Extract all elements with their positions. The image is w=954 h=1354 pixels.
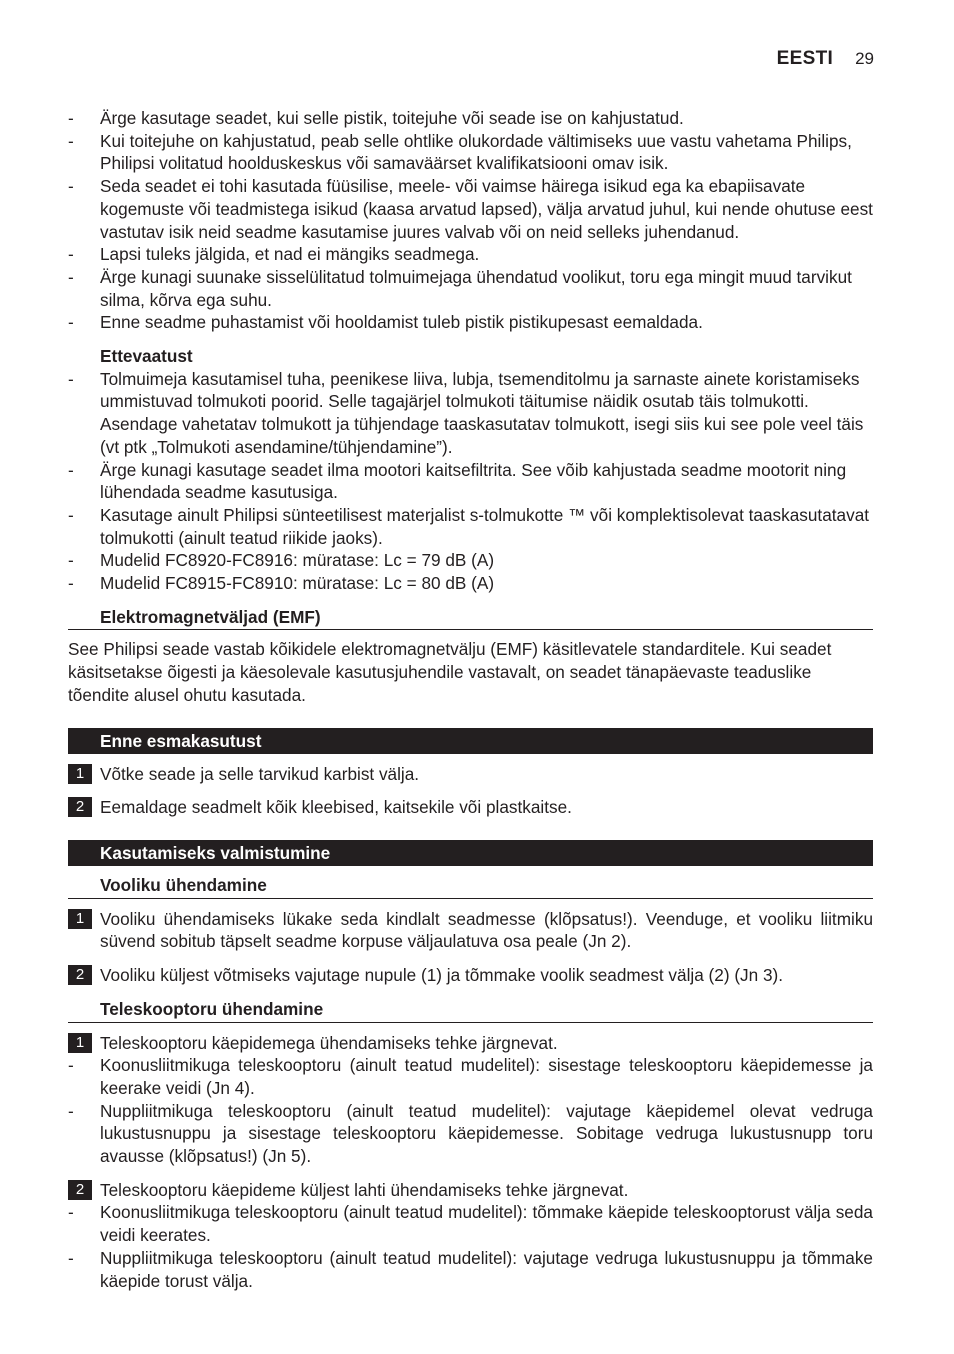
- step-text: Vooliku ühendamiseks lükake seda kindlalt seadmesse (klõpsatus!). Veenduge, et vooliku liitmiku süvend sobitub täpselt seadme korpuse väljaulatuva osa peale (Jn 2).: [100, 908, 873, 952]
- list-item: [68, 1054, 873, 1099]
- page-header: [777, 48, 874, 70]
- step-item: [68, 796, 873, 819]
- step-item: [68, 1032, 873, 1055]
- step-item: [68, 1179, 873, 1202]
- list-item-text: Ärge kunagi suunake sisselülitatud tolmuimejaga ühendatud voolikut, toru ega mingit muud tarvikut silma, kõrva ega suhu.: [100, 266, 852, 310]
- list-item-text: Koonusliitmikuga teleskooptoru (ainult teatud mudelitel): sisestage teleskooptoru käepidemesse ja keerake veidi (Jn 4).: [100, 1055, 873, 1098]
- list-item-text: Tolmuimeja kasutamisel tuha, peenikese liiva, lubja, tsemenditolmu ja sarnaste ainete koristamiseks ummistuvad tolmukoti poorid. Selle tagajärjel tolmukoti täitumise näidik osutab täis tolmukotti. Asendage vahetatav tolmukott ja tühjendage taaskasutatav tolmukott, isegi siis kui see pole veel täis (vt ptk „Tolmukoti asendamine/tühjendamine”).: [100, 368, 864, 457]
- list-item: [68, 572, 873, 595]
- warnings-list: [68, 107, 873, 334]
- list-item: [68, 243, 873, 266]
- caution-heading: Ettevaatust: [100, 346, 193, 367]
- page-content: [68, 107, 873, 1292]
- bullet-dash: -: [68, 550, 74, 571]
- list-item: [68, 549, 873, 572]
- bullet-dash: -: [68, 244, 74, 265]
- list-item-text: Mudelid FC8915-FC8910: müratase: Lc = 80 dB (A): [100, 573, 495, 594]
- list-item-text: Nuppliitmikuga teleskooptoru (ainult teatud mudelitel): vajutage käepidemel olevat vedruga lukustusnuppu ja sisestage teleskooptoru käepidemesse. Sobitage vedruga lukustusnupp toru avausse (klõpsatus!) (Jn 5).: [100, 1100, 873, 1167]
- hose-heading: Vooliku ühendamine: [68, 874, 873, 899]
- list-item-text: Kasutage ainult Philipsi sünteetilisest materjalist s-tolmukotte ™ või komplektisolevat taaskasutatavat tolmukotti (ainult teatud riikide jaoks).: [100, 504, 870, 548]
- list-item-text: Ärge kunagi kasutage seadet ilma mootori kaitsefiltrita. See võib kahjustada seadme mootorit ning lühendada seadme kasutusiga.: [100, 459, 847, 503]
- bullet-dash: -: [68, 130, 74, 151]
- step-number: 2: [68, 965, 92, 985]
- bullet-dash: -: [68, 1202, 74, 1223]
- list-item-text: Lapsi tuleks jälgida, et nad ei mängiks seadmega.: [100, 244, 480, 265]
- step-number: 1: [68, 909, 92, 929]
- list-item: [68, 175, 873, 243]
- bullet-dash: -: [68, 312, 74, 333]
- step-text: Vooliku küljest võtmiseks vajutage nupule (1) ja tõmmake voolik seadmest välja (2) (Jn 3).: [100, 965, 784, 986]
- list-item-text: Enne seadme puhastamist või hooldamist tuleb pistik pistikupesast eemaldada.: [100, 312, 703, 333]
- step-text: Teleskooptoru käepideme küljest lahti ühendamiseks tehke järgnevat.: [100, 1179, 629, 1200]
- step-number: 1: [68, 764, 92, 784]
- bullet-dash: -: [68, 459, 74, 480]
- list-item: [68, 459, 873, 504]
- step-item: [68, 763, 873, 786]
- emf-paragraph: See Philipsi seade vastab kõikidele elektromagnetvälju (EMF) käsitlevatele standarditele. Kui seadet käsitsetakse õigesti ja käesolevale kasutusjuhendile vastavalt, on seadet tänapäevaste teaduslike tõendite alusel ohutu kasutada.: [68, 639, 832, 705]
- list-item: [68, 311, 873, 334]
- bullet-dash: -: [68, 1247, 74, 1268]
- step-item: [68, 964, 873, 987]
- bullet-dash: -: [68, 1100, 74, 1121]
- step-number: 2: [68, 1180, 92, 1200]
- step-text: Eemaldage seadmelt kõik kleebised, kaitsekile või plastkaitse.: [100, 797, 572, 818]
- list-item-text: Koonusliitmikuga teleskooptoru (ainult teatud mudelitel): tõmmake käepide teleskooptorust välja seda veidi keerates.: [100, 1202, 873, 1246]
- section-bar-first-use: Enne esmakasutust: [68, 728, 873, 754]
- list-item: [68, 107, 873, 130]
- bullet-dash: -: [68, 573, 74, 594]
- list-item: [68, 1201, 873, 1246]
- caution-list: [68, 368, 873, 595]
- step-number: 1: [68, 1033, 92, 1053]
- list-item-text: Ärge kasutage seadet, kui selle pistik, toitejuhe või seade ise on kahjustatud.: [100, 108, 684, 128]
- bullet-dash: -: [68, 1055, 74, 1076]
- language-label: EESTI: [776, 48, 834, 69]
- bullet-dash: -: [68, 266, 74, 287]
- step-item: [68, 908, 873, 953]
- list-item: [68, 130, 873, 175]
- list-item-text: Kui toitejuhe on kahjustatud, peab selle ohtlike olukordade vältimiseks uue vastu vahetama Philips, Philipsi volitatud hoolduskeskus või samaväärset kvalifikatsiooni omav isik.: [100, 130, 852, 174]
- list-item: [68, 266, 873, 311]
- section-bar-preparing: Kasutamiseks valmistumine: [68, 840, 873, 866]
- list-item: [68, 1247, 873, 1292]
- page-number: 29: [855, 49, 874, 68]
- list-item: [68, 368, 873, 459]
- bullet-dash: -: [68, 504, 74, 525]
- bullet-dash: -: [68, 108, 74, 128]
- list-item-text: Seda seadet ei tohi kasutada füüsilise, meele- või vaimse häirega isikud ega ka ebapiisavate kogemuste või teadmistega isikud (kaasa arvatud lapsed), välja arvatud juhul, kui nende ohutuse eest vastutav isik neid seadme kasutamise juures valvab või on neid selleks juhendanud.: [100, 176, 873, 242]
- step-text: Teleskooptoru käepidemega ühendamiseks tehke järgnevat.: [100, 1032, 558, 1053]
- emf-heading: Elektromagnetväljad (EMF): [68, 606, 873, 631]
- list-item: [68, 1100, 873, 1168]
- bullet-dash: -: [68, 368, 74, 389]
- list-item-text: Mudelid FC8920-FC8916: müratase: Lc = 79 dB (A): [100, 550, 495, 571]
- step-text: Võtke seade ja selle tarvikud karbist välja.: [100, 763, 420, 784]
- bullet-dash: -: [68, 176, 74, 197]
- list-item-text: Nuppliitmikuga teleskooptoru (ainult teatud mudelitel): vajutage vedruga lukustusnuppu ja tõmmake käepide torust välja.: [100, 1247, 873, 1291]
- tube-heading: Teleskooptoru ühendamine: [68, 998, 873, 1023]
- list-item: [68, 504, 873, 549]
- step-number: 2: [68, 797, 92, 817]
